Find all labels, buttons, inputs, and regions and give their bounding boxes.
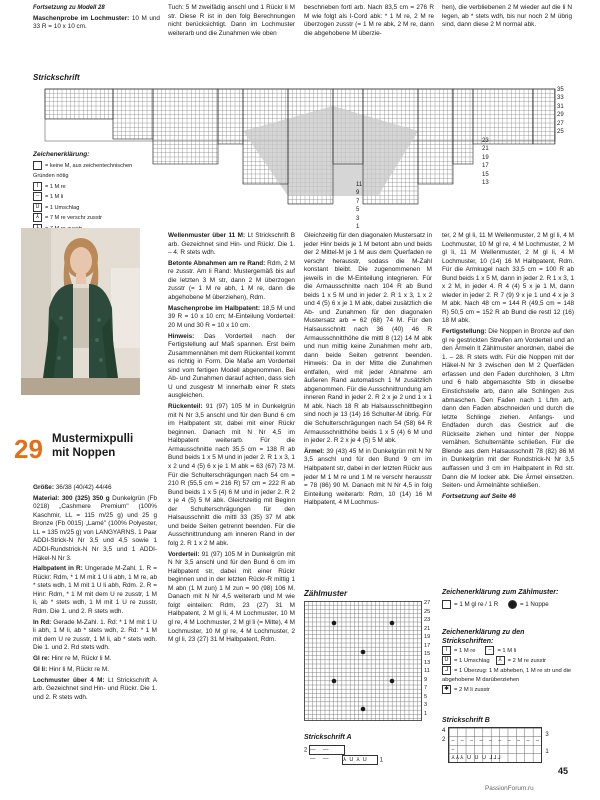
paragraph: Gl re: Hinr re M, Rückr li M. <box>33 655 112 663</box>
strickschrift-b: 4 2 – – – – – – – – – – – ⅄⅄⅄ U U U ⅃⅃⅃ 3 1 <box>442 728 549 761</box>
strickschrift-bottom-rows: 11 9 7 5 3 1 <box>356 182 363 231</box>
paragraph: In Rd: Gerade M-Zahl. 1. Rd: * 1 M mit 1 U li abh, 1 M li, ab * stets wdh, 2. Rd: * 1 M mit dem U re zusstr, 1 M li, ab * stets wdh. Die 1. und 2. Rd stets wdh. <box>33 618 158 652</box>
strickschrift-title: Strickschrift <box>33 73 80 82</box>
model-title: Mustermixpulli mit Noppen <box>52 433 134 459</box>
paragraph: ter, 2 M gl li, 11 M Wellenmuster, 2 M gl li, 4 M Lochmuster, 10 M gl re, 4 M Lochmuster, 2 M gl li, 11 M Wellenmuster, 2 M gl li, 4 M Lochmuster, 10 (14) 16 M Halbpatent, Rdm. Für die Armkugel nach 33,5 cm = 100 R ab Bund beids 1 x 5 M, dann in jeder 2. R 1 x 3, 1 x 2 M, in jeder 4. R 4 (4) 5 x je 1 M, dann wieder in jeder 2. R 7 (9) 9 x je 1 und 4 x je 3 M abk. Nach 48 cm = 144 R (49,5 cm = 148 R) 50,5 cm = 152 R ab Bund die restl 12 (16) 18 M abk. <box>442 232 574 325</box>
col-far <box>442 232 574 504</box>
model-photo <box>21 228 140 395</box>
top-col-2 <box>168 4 295 40</box>
top-col4-text: hen), die verbliebenen 2 M wieder auf die li N legen, ab * stets wdh, bis nur noch 2 M übrig sind, dann diese 2 M normal abk. <box>442 4 572 29</box>
paragraph: Halbpatent in R: Ungerade M-Zahl. 1. R = Rückr: Rdm, * 1 M mit 1 U li abh, 1 M re, ab * stets wdh, 1 M mit 1 U li abh, Rdm. 2. R = Hinr: Rdm, * 1 M mit dem U re zusstr, 1 M li, ab * stets wdh, 1 M mit 1 U re zusstr, Rdm. Die 1. und 2. R stets wdh. <box>33 565 157 616</box>
paragraph: Größe: 36/38 (40/42) 44/46 <box>33 484 112 491</box>
paragraph: Vorderteil: 91 (97) 105 M in Dunkelgrün mit N Nr 3,5 anschl und für den Bund 6 cm im Halbpatent str, dabei mit einer Rückr beginnen und in der letzten Rückr-R mittig 1 M abn (1 M zun) 1 M zun = 90 (98) 106 M. Danach mit N Nr 4,5 weiterarb und M wie folgt einteilen: Rdm, 23 (27) 31 M Halbpatent, 2 M gl li, 4 M Lochmuster, 10 M gl re, 4 M Lochmuster, 2 M gl li (= Mitte), 4 M Lochmuster, 10 M gl re, 4 M Lochmuster, 2 M gl li, 23 (27) 31 M Halbpatent, Rdm. <box>168 550 295 644</box>
paragraph: Gl li: Hinr li M, Rückr re M. <box>33 665 109 673</box>
paragraph: Rückenteil: 91 (97) 105 M in Dunkelgrün mit N Nr 3,5 anschl und für den Bund 6 cm im Halbpatent str, dabei mit einer Rückr beginnen. Danach mit N Nr 4,5 im Halbpatent weiterarb. Für die Armausschnitte nach 35,5 cm = 138 R ab Bund beids 1 x 5 M und in jeder 2. R 1 x 3, 1 x 2 und 4 (5) 6 x je 1 M abk = 63 (67) 73 M. Für die Schulterschrägungen nach 54 cm = 210 R (55,5 cm = 216 R) 57 cm = 222 R ab Bund beids 1 x 5 (4) 6 M und in jeder 2. R 2 x je 4 (5) 5 M abk. Gleichzeitig mit Beginn der Schulterschrägungen für den Halsausschnitt die mittl 33 (35) 37 M abk und beide Seiten getrennt beenden. Für die Ausschnittrundung am inneren Rand in der folg 2. R 1 x 2 M abk. <box>168 403 295 547</box>
top-col-1 <box>33 4 160 34</box>
paragraph: Betonte Abnahmen am re Rand: Rdm, 2 M re zusstr. Am li Rand: Mustergemäß bis auf die letzten 3 M str, dann 2 M überzogen zusstr (= 1 M re abh, 1 M re, dann die abgehobene M überziehen), Rdm. <box>168 259 295 302</box>
paragraph: Ärmel: 39 (43) 45 M in Dunkelgrün mit N Nr 3,5 anschl und für den Bund 9 cm im Halbpatent str, dabei in der letzten Rückr aus jeder M 1 M re und 1 M re verschr herausstr = 78 (86) 90 M. Danach mit N Nr 4,5 in folg Einteilung weiterarb: Rdm, 10 (14) 16 M Halbpatent, 4 M Lochmus- <box>304 447 432 507</box>
legend-top <box>33 150 133 234</box>
tuch-text: Tuch: 5 M zweifädig anschl und 1 Rückr li M str. Diese R ist in den folg Berechnungen nicht berücksichtigt. Dann im Lochmuster weiterarb und die Zunahmen wie oben <box>168 4 295 37</box>
paragraph: Wellenmuster über 11 M: Lt Strickschrift B arb. Gezeichnet sind Hin- und Rückr. Die 1. – 4. R stets wdh. <box>168 232 295 257</box>
paragraph: Lochmuster über 4 M: Lt Strickschrift A arb. Gezeichnet sind Hin- und Rückr. Die 1. und 2. R stets wdh. <box>33 676 157 701</box>
col-right <box>304 232 432 510</box>
legend-item: I = 1 M re <box>33 182 133 193</box>
legend-item: = keine M, aus zeichentechnischen Gründen nötig <box>33 162 133 179</box>
top-col-3 <box>304 4 434 40</box>
col-left <box>33 484 157 704</box>
strickschrift-mid-rows: 23 21 19 17 15 13 <box>482 138 489 187</box>
continuation-note: Fortsetzung zu Modell 28 <box>33 5 105 11</box>
zaehlmuster-rows: 27 25 23 21 19 17 15 13 11 9 7 5 3 1 <box>424 600 431 717</box>
legend-item: – = 1 M li <box>33 192 133 203</box>
legend-zaehl: Zeichenerklärung zum Zählmuster: = 1 M gl re / 1 R = 1 Noppe <box>442 589 559 609</box>
strickschrift-a: 2 — — — — ⅄U⅄U 1 <box>304 747 384 764</box>
top-col3-text: beschrieben fortl arb. Nach 83,5 cm = 276 R M wie folgt als I-Cord abk: * 1 M re, 2 M re überzogen zusstr (= 1 M re abk, 2 M re, dann die abgehobene M überzie- <box>304 4 434 37</box>
paragraph: Maschenprobe im Halbpatent: 18,5 M und 39 R = 10 x 10 cm; M-Einteilung Vorderteil: 20 M und 30 R = 10 x 10 cm. <box>168 304 295 329</box>
paragraph: Hinweis: Das Vorderteil nach der Fertigstellung auf Maß spannen. Erst beim Zusammennähen mit dem Rückenteil kommt es richtig in Form. Die Maße am Vorderteil sind vom fertigen Modell abgenommen. Bei Ab- und Zunahmen darauf achten, dass sich U und zusgestr M innerhalb einer R stets ausgleichen. <box>168 332 295 400</box>
zaehlmuster-title: Zählmuster <box>304 589 348 598</box>
model-number: 29 <box>14 434 43 464</box>
paragraph: Gleichzeitig für den diagonalen Mustersatz in jeder Hinr beids je 1 M betont abn und beids der 2 Mittel-M je 1 M aus dem Querfaden re verschr herausstr, sodass die M-Zahl konstant bleibt. Die zugenommenen M jeweils in die M-Einteilung integrieren. Für die Armausschnitte nach 104 R ab Bund beids 1 x 5 M und in jeder 2. R 1 x 3, 1 x 2 und 4 (5) 6 x je 1 M abk, dabei zusätzlich die Ab- und Zunahmen für den diagonalen Mustersatz arb = 62 (68) 74 M. Für den Halsausschnitt nach 36 (40) 46 R Armausschnitthöhe die mittl 8 (12) 14 M abk und nun mittig keine Zunahmen mehr arb, dann beide Seiten getrennt beenden. Hinweis: Da in der Mitte die Zunahmen entfallen, wird mit jeder Abnahme am äußeren Rand automatisch 1 M zusätzlich abgenommen. Für die Ausschnittrundung am inneren Rand in jeder 2. R 2 x je 2 und 1 x 1 M abk. Nach 18 R ab Halsausschnittbeginn sind noch je 13 (14) 16 Schulter-M übrig. Für die Schulterschrägungen nach 54 (58) 64 R Armausschnitthöhe beids 1 x 5 (4) 6 M und in jeder 2. R 2 x je 4 (5) 5 M abk. <box>304 232 432 445</box>
continuation-next: Fortsetzung auf Seite 46 <box>442 492 516 500</box>
top-col-4 <box>442 4 572 32</box>
col-mid <box>168 232 295 647</box>
zaehlmuster-grid <box>304 601 424 723</box>
footer-watermark: PassionForum.ru <box>485 785 534 792</box>
paragraph: Material: 300 (325) 350 g Dunkelgrün (Fb 0218) „Cashmere Premium" (100% Kaschmir, LL = 115 m/25 g) und 25 g Bronze (Fb 0015) „Lamé" (100% Polyester, LL = 135 m/25 g) von LANGYARNS. 1 Paar ADDI-Strick-N Nr 3,5 und 4,5 sowie 1 ADDI-Rundstrick-N Nr 3,5 und 1 ADDI-Häkel-N Nr 3. <box>33 494 157 562</box>
legend-strick: Zeichenerklärung zu den Strickschriften: I = 1 M re – = 1 M li U = 1 Umschlag ⅄ = 2 M re zusstr ⅃ = 1 Überzug: 1 M abheben, 1 M re str und die abgehobene M darüberziehen ✱ = 2 M li zusstr <box>442 629 572 694</box>
strickschrift-b-title: Strickschrift B <box>442 717 490 724</box>
gauge-text: 10 M und 33 R = 10 x 10 cm. <box>33 14 160 31</box>
strickschrift-right-rows: 35 33 31 29 27 25 <box>557 87 564 136</box>
strickschrift-a-title: Strickschrift A <box>304 734 352 741</box>
gauge-label: Maschenprobe im Lochmuster: <box>33 14 130 22</box>
legend-item: U = 1 Umschlag <box>33 203 133 214</box>
legend-top-title: Zeichenerklärung: <box>33 151 90 158</box>
paragraph: Fertigstellung: Die Noppen in Bronze auf den gl re gestrickten Streifen am Vorderteil und an den Ärmeln lt Zählmuster anordnen, dabei die 1. – 28. R stets wdh. Für die Noppen mit der Häkel-N Nr 3 zwischen den M 2 Querfäden erfassen und den Faden durchholen, 3 Lftm und 6 halb abgemaschte Stb in dieselbe Einstichstelle arb, dann alle Schlingen zus abmaschen. Den Faden nach 1 Lftm arb, dann den Faden abschneiden und durch die letzte Schlinge ziehen. Anfangs- und Endfaden durch das Gestrick auf die Rückseite ziehen und hinter der Noppe vernähen. Schulternähte schließen. Für die Blende aus dem Halsausschnitt 78 (82) 86 M in Dunkelgrün mit der Rundstrick-N Nr 3,5 auffassen und 3 cm im Halbpatent in Rd str. Dann die M locker abk. Die Ärmel einsetzen. Seiten- und Ärmelnähte schließen. <box>442 328 574 490</box>
legend-item: ⅄ = 7 M re verschr zusstr <box>33 213 133 224</box>
page-number: 45 <box>558 766 569 776</box>
